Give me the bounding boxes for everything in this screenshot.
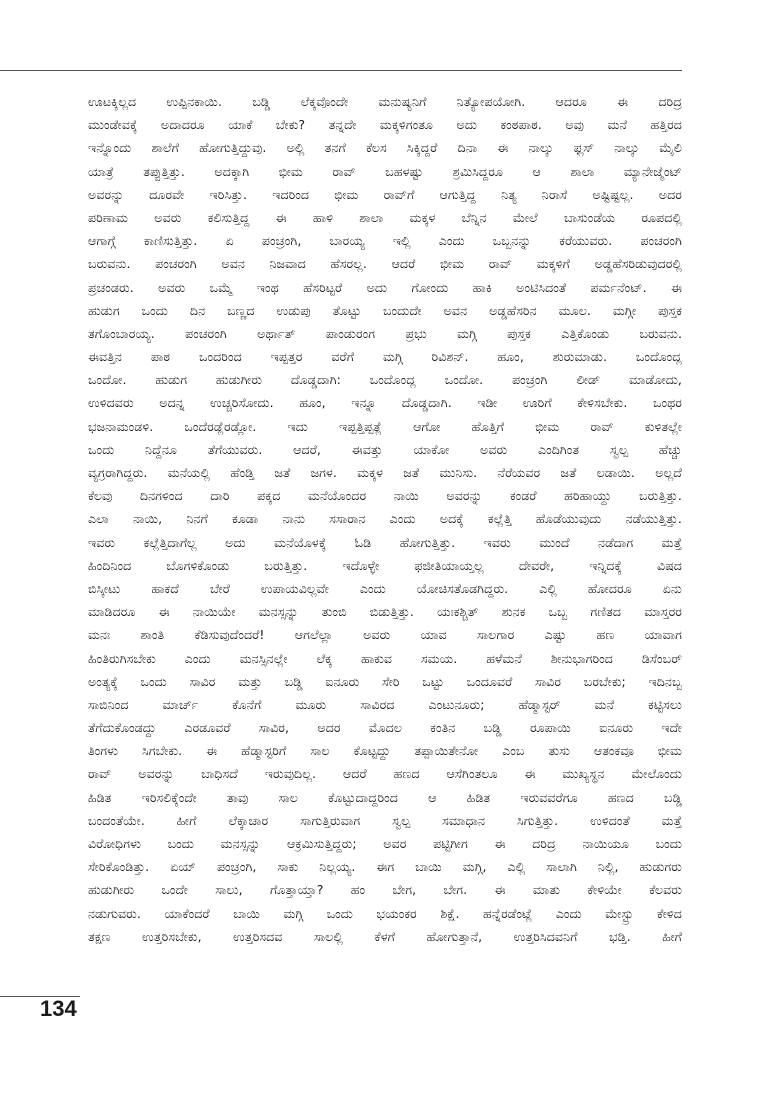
text-line: ತೆಗೆದುಕೊಂಡದ್ದು ಎರಡೂವರೆ ಸಾವಿರ, ಅದರ ಮೊದಲ ಕಂತಿನ ಬಡ್ಡಿ ರೂಪಾಯಿ ಐನೂರು ಇದೇ bbox=[88, 720, 682, 736]
text-line: ನಡುಗುವರು. ಯಾಕೆಂದರೆ ಬಾಯಿ ಮಗ್ಗಿ ಒಂದು ಭಯಂಕರ ಶಿಕ್ಷೆ. ಹನ್ನೆರಡೆಂಟ್ಲೆ ಎಂದು ಮೇಸ್ಟ್ರು ಕೇಳಿದ bbox=[88, 905, 682, 921]
text-line: ಬರುವನು. ಪಂಚರಂಗಿ ಅವನ ನಿಜವಾದ ಹೆಸರಲ್ಲ. ಆದರೆ ಭೀಮ ರಾವ್ ಮಕ್ಕಳಿಗೆ ಅಡ್ಡಹೆಸರಿಡುವುದರಲ್ಲಿ bbox=[88, 256, 682, 272]
text-line: ಯಾತ್ರೆ ತಪ್ಪುತ್ತಿತ್ತು. ಅದಕ್ಕಾಗಿ ಭೀಮ ರಾವ್ ಬಹಳಷ್ಟು ಶ್ರಮಿಸಿದ್ದರೂ ಆ ಶಾಲಾ ಮ್ಯಾನೇಜ್ಮೆಂಟ್ bbox=[88, 163, 682, 179]
text-line: ತಗೊಂಬಾರಯ್ಯ. ಪಂಚರಂಗಿ ಅರ್ಥಾತ್ ಪಾಂಡುರಂಗ ಪ್ರಭು ಮಗ್ಗಿ ಪುಸ್ತಕ ಎತ್ತಿಕೊಂಡು ಬರುವನು. bbox=[88, 325, 682, 341]
text-line: ವ್ಯಗ್ರರಾಗಿದ್ದರು. ಮನೆಯಲ್ಲಿ ಹೆಂಡ್ತಿ ಜತೆ ಜಗಳ. ಮಕ್ಕಳ ಜತೆ ಮುನಿಸು. ನೆರೆಯವರ ಜತೆ ಲಡಾಯಿ. ಅಲ್ಲದೆ bbox=[88, 465, 682, 480]
text-line: ಬಂದಂತೆಯೇ. ಹೀಗೆ ಲೆಕ್ಕಾಚಾರ ಸಾಗುತ್ತಿರುವಾಗ ಸ್ವಲ್ಪ ಸಮಾಧಾನ ಸಿಗುತ್ತಿತ್ತು. ಉಳಿದಂತೆ ಮತ್ತೆ bbox=[88, 812, 682, 828]
text-line: ಮನಃ ಶಾಂತಿ ಕೆಡಿಸುವುದೆಂದರೆ! ಆಗಲೆಲ್ಲಾ ಅವರು ಯಾವ ಸಾಲಗಾರ ಎಷ್ಟು ಹಣ ಯಾವಾಗ bbox=[88, 627, 682, 643]
text-line: ಅವರನ್ನು ದೂರವೇ ಇರಿಸಿತ್ತು. ಇದರಿಂದ ಭೀಮ ರಾವ್‌ಗೆ ಆಗುತ್ತಿದ್ದ ನಿತ್ಯ ನಿರಾಸೆ ಅಷ್ಟಿಷ್ಟಲ್ಲ. ಅದರ bbox=[88, 186, 682, 202]
text-line: ಊಟಕ್ಕಿಲ್ಲದ ಉಪ್ಪಿನಕಾಯಿ. ಬಡ್ಡಿ ಲೆಕ್ಕವೊಂದೇ ಮನುಷ್ಯನಿಗೆ ನಿತ್ಯೋಪಯೋಗಿ. ಆದರೂ ಈ ದರಿದ್ರ bbox=[88, 94, 682, 109]
text-line: ಸಾಬಿನಿಂದ ಮಾರ್ಚ್ ಕೊನೆಗೆ ಮೂರು ಸಾವಿರದ ಎಂಟುನೂರು; ಹೆಡ್ಮಾಸ್ಟರ್ ಮನೆ ಕಟ್ಟಿಸಲು bbox=[88, 696, 682, 712]
text-line: ಉಳಿದವರು ಅದನ್ನ ಉಚ್ಚರಿಸೋದು. ಹೂಂ, ಇನ್ನೂ ದೊಡ್ಡದಾಗಿ. ಇಡೀ ಊರಿಗೆ ಕೇಳಿಸಬೇಕು. ಒಂಥರ bbox=[88, 395, 682, 411]
text-line: ರಾವ್ ಅವರನ್ನು ಬಾಧಿಸದೆ ಇರುವುದಿಲ್ಲ. ಆದರೆ ಹಣದ ಆಸೆಗಿಂತಲೂ ಈ ಮುಖ್ಯಸ್ಥನ ಮೇಲೊಂದು bbox=[88, 766, 682, 782]
text-line: ಮಾಡಿದರೂ ಈ ನಾಯಿಯೇ ಮನಸ್ಸನ್ನು ತುಂಬಿ ಬಿಡುತ್ತಿತ್ತು. ಯಃಕಶ್ಚಿತ್ ಶುನಕ ಒಬ್ಬ ಗಣಿತದ ಮಾಸ್ತರರ bbox=[88, 604, 682, 620]
text-line: ಹಿಡಿತ ಇರಿಸಲಿಕ್ಕೆಂದೇ ತಾವು ಸಾಲ ಕೊಟ್ಟುದಾದ್ದರಿಂದ ಆ ಹಿಡಿತ ಇರುವವರೆಗೂ ಹಣದ ಬಡ್ಡಿ bbox=[88, 789, 682, 805]
text-line: ಬಿಸ್ಕೀಟು ಹಾಕದೆ ಬೇರೆ ಉಪಾಯವಿಲ್ಲವೇ ಎಂದು ಯೋಚಿಸತೊಡಗಿದ್ದರು. ಎಲ್ಲಿ ಹೋದರೂ ಏನು bbox=[88, 580, 682, 596]
text-line: ತಕ್ಷಣ ಉತ್ತರಿಸಬೇಕು, ಉತ್ತರಿಸದವ ಸಾಲಲ್ಲಿ ಕೆಳಗೆ ಹೋಗುತ್ತಾನೆ, ಉತ್ತರಿಸಿದವನಿಗೆ ಭಡ್ತಿ. ಹೀಗೆ bbox=[88, 928, 682, 944]
text-line: ವಿರೋಧಿಗಳು ಬಂದು ಮನಸ್ಸನ್ನು ಆಕ್ರಮಿಸುತ್ತಿದ್ದರು; ಅವರ ಪಟ್ಟಿಗೀಗ ಈ ದರಿದ್ರ ನಾಯಿಯೂ ಬಂದು bbox=[88, 836, 682, 851]
text-line: ಹಿಂತಿರುಗಿಸಬೇಕು ಎಂದು ಮನಸ್ಸಿನಲ್ಲೇ ಲೆಕ್ಕ ಹಾಕುವ ಸಮಯ. ಹಳೆಮನೆ ಶೀನುಭಾಗರಿಂದ ಡಿಸೆಂಬರ್ bbox=[88, 650, 682, 666]
text-line: ಭಜನಾಮಂಡಳಿ. ಒಂದೆರಡ್ಲೆರಡ್ಲೋ. ಇದು ಇಪ್ಪತ್ತಿಪ್ಪತ್ಲೆ ಆಗೋ ಹೊತ್ತಿಗೆ ಭೀಮ ರಾವ್ ಕುಳಿತಲ್ಲೇ bbox=[88, 418, 682, 434]
text-line: ಹುಡುಗ ಒಂದು ದಿನ ಬಣ್ಣದ ಉಡುಪು ತೊಟ್ಟು ಬಂದುದೇ ಅವನ ಅಡ್ಡಹೆಸರಿನ ಮೂಲ. ಮಗ್ಗೀ ಪುಸ್ತಕ bbox=[88, 302, 682, 318]
page-number: 134 bbox=[40, 996, 77, 1021]
text-line: ಆಗಾಗ್ಗೆ ಕಾಣಿಸುತ್ತಿತ್ತು. ಏ ಪಂಚ್ರಂಗಿ, ಬಾರಯ್ಯ ಇಲ್ಲಿ ಎಂದು ಒಬ್ಬನನ್ನು ಕರೆಯುವರು. ಪಂಚರಂಗಿ bbox=[88, 233, 682, 249]
body-text bbox=[88, 90, 682, 948]
text-line: ಒಂದು ನಿದ್ದೆನೂ ತೆಗೆಯುವರು. ಆದರೆ, ಈವತ್ತು ಯಾಕೋ ಅವರು ಎಂದಿಗಿಂತ ಸ್ವಲ್ಪ ಹೆಚ್ಚು bbox=[88, 441, 682, 457]
text-line: ಒಂದೋ. ಹುಡುಗ ಹುಡುಗೀರು ದೊಡ್ಡದಾಗಿ: ಒಂದೊಂದ್ಲ ಒಂದೋ. ಪಂಚ್ರಂಗಿ ಲೀಡ್ ಮಾಡೋದು, bbox=[88, 372, 682, 388]
text-line: ಇವರು ಕಲ್ಲೆತ್ತಿದಾಗೆಲ್ಲ ಅದು ಮನೆಯೊಳಕ್ಕೆ ಓಡಿ ಹೋಗುತ್ತಿತ್ತು. ಇವರು ಮುಂದೆ ನಡೆದಾಗ ಮತ್ತೆ bbox=[88, 534, 682, 550]
text-line: ಹಿಂದಿನಿಂದ ಬೊಗಳಿಕೊಂಡು ಬರುತ್ತಿತ್ತು. ಇದೊಳ್ಳೇ ಫಜೀತಿಯಾಯ್ತಲ್ಲ ದೇವರೇ, ಇನ್ನಿದಕ್ಕೆ ವಿಷದ bbox=[88, 557, 682, 573]
text-line: ಮುಂಡೇವಕ್ಕೆ ಅದಾದರೂ ಯಾಕೆ ಬೇಕು? ತನ್ನದೇ ಮಕ್ಕಳಿಗಂತೂ ಅದು ಕಂಠಪಾಠ. ಅವು ಮನೆ ಹತ್ತಿರದ bbox=[88, 117, 682, 133]
text-line: ಎಲಾ ನಾಯಿ, ನಿನಗೆ ಕೂಡಾ ನಾನು ಸಸಾರಾನ ಎಂದು ಅದಕ್ಕೆ ಕಲ್ಲೆತ್ತಿ ಹೊಡೆಯುವುದು ನಡೆಯುತ್ತಿತ್ತು. bbox=[88, 511, 682, 527]
text-line: ತಿಂಗಳು ಸಿಗಬೇಕು. ಈ ಹೆಡ್ಮಾಸ್ಟರಿಗೆ ಸಾಲ ಕೊಟ್ಟದ್ದು ತಪ್ಪಾಯಿತೇನೋ ಎಂಬ ತುಸು ಆತಂಕವೂ ಭೀಮ bbox=[88, 743, 682, 759]
text-line: ಕೆಲವು ದಿನಗಳಿಂದ ದಾರಿ ಪಕ್ಕದ ಮನೆಯೊಂದರ ನಾಯಿ ಅವರನ್ನು ಕಂಡರೆ ಹರಿಹಾಯ್ದು ಬರುತ್ತಿತ್ತು. bbox=[88, 488, 682, 504]
text-line: ಇನ್ನೊಂದು ಶಾಲೆಗೆ ಹೋಗುತ್ತಿದ್ದುವು. ಅಲ್ಲಿ ತನಗೆ ಕೆಲಸ ಸಿಕ್ಕಿದ್ದರೆ ದಿನಾ ಈ ನಾಲ್ಕು ಫ್ಲಸ್ ನಾಲ್ಕು ಮೈಲಿ bbox=[88, 140, 682, 156]
text-line: ಹುಡುಗೀರು ಒಂದೇ ಸಾಲು, ಗೊತ್ತಾಯ್ತಾ? ಹಂ ಬೇಗ, ಬೇಗ. ಈ ಮಾತು ಕೇಳಿಯೇ ಕೆಲವರು bbox=[88, 882, 682, 898]
text-line: ಪ್ರಚಂಡರು. ಅವರು ಒಮ್ಮೆ ಇಂಥ ಹೆಸರಿಟ್ಟರೆ ಅದು ಗೋಂದು ಹಾಕಿ ಅಂಟಿಸಿದಂತೆ ಪರ್ಮನೆಂಟ್. ಈ bbox=[88, 279, 682, 295]
text-line: ಅಂತ್ಯಕ್ಕೆ ಒಂದು ಸಾವಿರ ಮತ್ತು ಬಡ್ಡಿ ಐನೂರು ಸೇರಿ ಒಟ್ಟು ಒಂದೂವರೆ ಸಾವಿರ ಬರಬೇಕು; ಇದಿನಬ್ಬ bbox=[88, 673, 682, 689]
text-line: ಸೇರಿಕೊಂಡಿತ್ತು. ಏಯ್ ಪಂಚ್ರಂಗಿ, ಸಾಕು ನಿಲ್ಲಯ್ಯ. ಈಗ ಬಾಯಿ ಮಗ್ಗಿ, ಎಲ್ಲಿ ಸಾಲಾಗಿ ನಿಲ್ಲಿ, ಹುಡುಗರು bbox=[88, 859, 682, 875]
text-line: ಈವತ್ತಿನ ಪಾಠ ಒಂದರಿಂದ ಇಪ್ಪತ್ತರ ವರೆಗೆ ಮಗ್ಗಿ ರಿವಿಶನ್. ಹೂಂ, ಶುರುಮಾಡು. ಒಂದೊಂದ್ಲ bbox=[88, 349, 682, 365]
text-line: ಪರಿಣಾಮ ಅವರು ಕಲಿಸುತ್ತಿದ್ದ ಈ ಹಾಳಿ ಶಾಲಾ ಮಕ್ಕಳ ಬೆನ್ನಿನ ಮೇಲೆ ಬಾಸುಂಡೆಯ ರೂಪದಲ್ಲಿ bbox=[88, 209, 682, 225]
header-rule bbox=[0, 70, 682, 71]
